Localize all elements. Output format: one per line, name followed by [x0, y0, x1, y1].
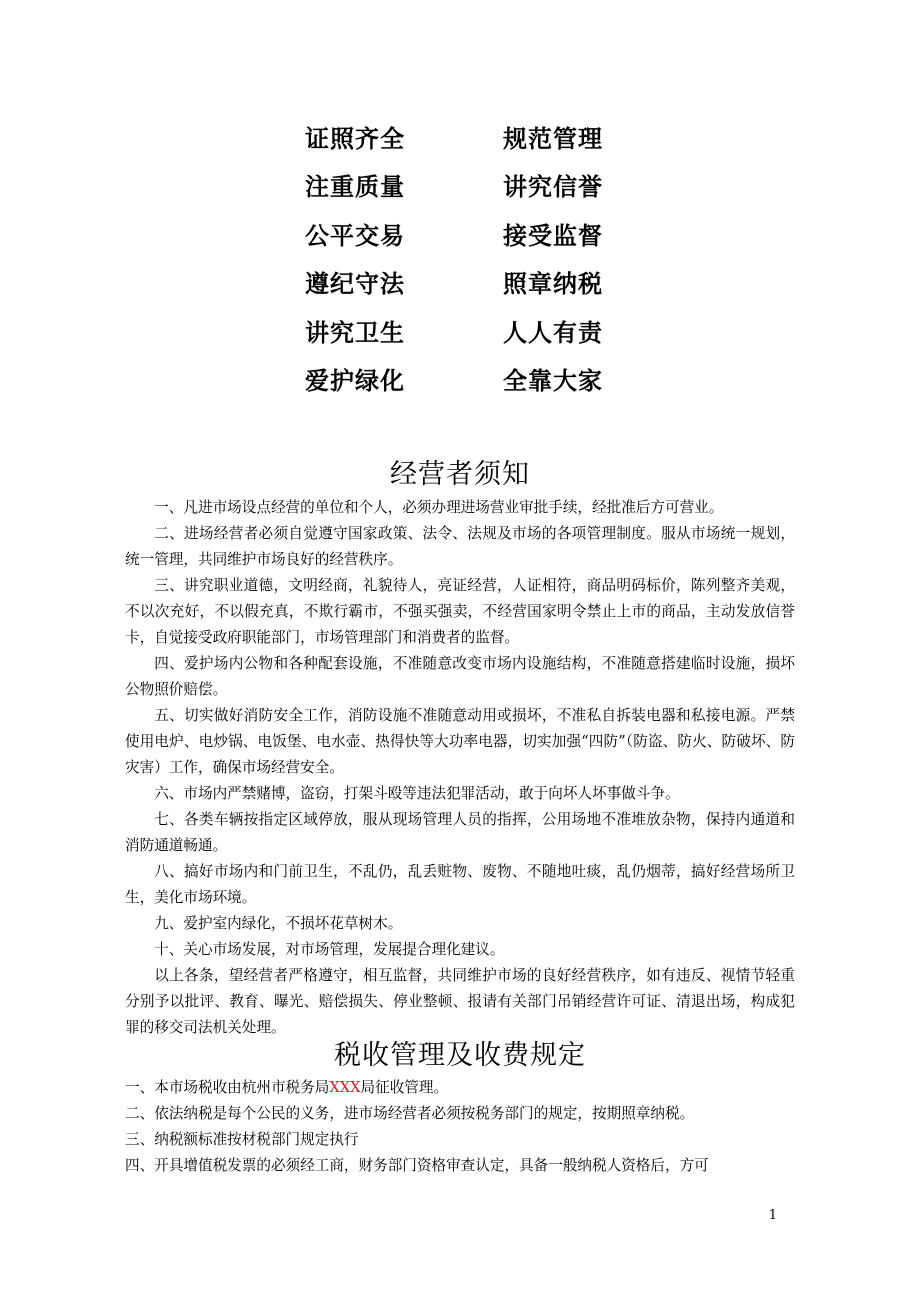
- slogan-row: [305, 306, 665, 355]
- notice-paragraph: 四、爱护场内公物和各种配套设施，不准随意改变市场内设施结构，不准随意搭建临时设施，损坏公物照价赔偿。: [125, 655, 795, 698]
- tax-title: 税收管理及收费规定: [334, 1040, 586, 1071]
- tax-item-1-prefix: 一、本市场税收由杭州市税务局: [125, 1079, 330, 1096]
- notice-paragraph: 六、市场内严禁赌博，盗窃，打架斗殴等违法犯罪活动，敢于向坏人坏事做斗争。: [154, 785, 680, 802]
- notice-paragraph: 七、各类车辆按指定区域停放，服从现场管理人员的指挥，公用场地不准堆放杂物，保持内通道和消防通道畅通。: [125, 811, 795, 854]
- slogan-left: 讲究卫生: [305, 318, 405, 347]
- notice-paragraph: 八、搞好市场内和门前卫生，不乱仍，乱丢赃物、废物、不随地吐痰，乱仍烟蒂，搞好经营场所卫生，美化市场环境。: [125, 863, 795, 906]
- slogan-list: [305, 112, 665, 403]
- tax-office-highlight: XXX: [329, 1079, 361, 1096]
- notice-title: 经营者须知: [390, 459, 530, 490]
- slogan-row: [305, 258, 665, 307]
- slogan-left: 爱护绿化: [305, 367, 405, 396]
- notice-paragraph: 以上各条，望经营者严格遵守，相互监督，共同维护市场的良好经营秩序，如有违反、视情节轻重分别予以批评、教育、曝光、赔偿损失、停业整顿、报请有关部门吊销经营许可证、清退出场，构成犯罪的移交司法机关处理。: [125, 967, 795, 1036]
- notice-body: [125, 495, 795, 1041]
- slogan-left: 注重质量: [305, 173, 405, 202]
- slogan-left: 公平交易: [305, 221, 405, 250]
- notice-paragraph: 五、切实做好消防安全工作，消防设施不准随意动用或损坏，不准私自拆装电器和私接电源。严禁使用电炉、电炒锅、电饭堡、电水壶、热得快等大功率电器，切实加强“四防”（防盗、防火、防破坏、防灾害）工作，确保市场经营安全。: [125, 707, 795, 776]
- tax-body: [125, 1075, 795, 1179]
- notice-paragraph: 十、关心市场发展，对市场管理，发展提合理化建议。: [154, 941, 505, 958]
- notice-paragraph: 九、爱护室内绿化，不损坏花草树木。: [154, 915, 403, 932]
- slogan-right: 讲究信誉: [503, 173, 603, 202]
- page-number: 1: [768, 1208, 777, 1223]
- slogan-right: 人人有责: [503, 318, 603, 347]
- slogan-row: [305, 209, 665, 258]
- slogan-right: 照章纳税: [503, 270, 603, 299]
- tax-item-4: 四、开具增值税发票的必须经工商，财务部门资格审查认定，具备一般纳税人资格后，方可: [125, 1157, 709, 1174]
- slogan-left: 遵纪守法: [305, 270, 405, 299]
- tax-item-2: 二、依法纳税是每个公民的义务，进市场经营者必须按税务部门的规定，按期照章纳税。: [125, 1105, 695, 1122]
- tax-item-1: [125, 1075, 795, 1101]
- notice-paragraph: 三、讲究职业道德，文明经商，礼貌待人，亮证经营，人证相符，商品明码标价，陈列整齐美观，不以次充好，不以假充真，不欺行霸市，不强买强卖，不经营国家明令禁止上市的商品，主动发放信誉卡，自觉接受政府职能部门，市场管理部门和消费者的监督。: [125, 577, 795, 646]
- tax-item-3: 三、纳税额标准按材税部门规定执行: [125, 1131, 359, 1148]
- slogan-right: 全靠大家: [503, 367, 603, 396]
- slogan-left: 证照齐全: [305, 124, 405, 153]
- notice-paragraph: 一、凡进市场设点经营的单位和个人，必须办理进场营业审批手续，经批准后方可营业。: [154, 499, 724, 516]
- notice-paragraph: 二、进场经营者必须自觉遵守国家政策、法令、法规及市场的各项管理制度。服从市场统一规划，统一管理，共同维护市场良好的经营秩序。: [125, 525, 795, 568]
- slogan-row: [305, 355, 665, 404]
- slogan-row: [305, 161, 665, 210]
- tax-item-1-suffix: 局征收管理。: [360, 1079, 449, 1096]
- slogan-right: 规范管理: [503, 124, 603, 153]
- slogan-right: 接受监督: [503, 221, 603, 250]
- slogan-row: [305, 112, 665, 161]
